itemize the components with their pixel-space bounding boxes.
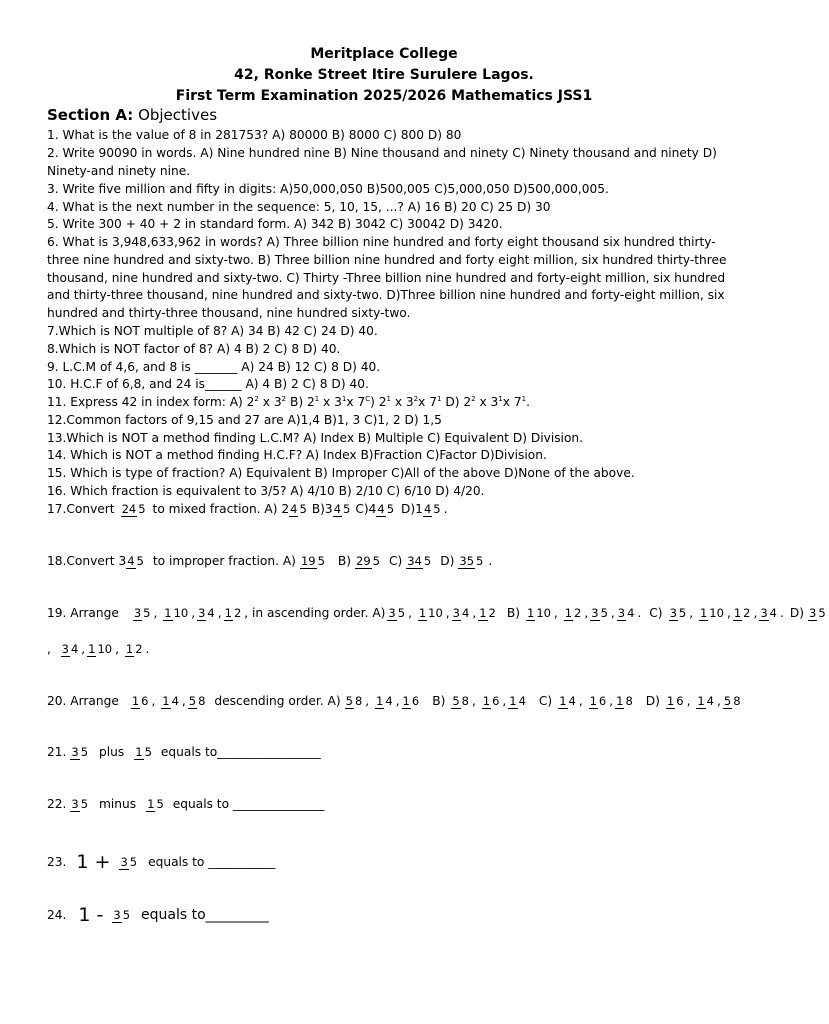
question-11	[47, 394, 737, 412]
question-4: 4. What is the next number in the sequence: 5, 10, 15, ...? A) 16 B) 20 C) 25 D) 30	[47, 200, 551, 214]
fraction	[188, 695, 207, 708]
denominator: 4	[518, 693, 526, 708]
q11-text: x 7	[346, 395, 366, 409]
numerator: 1	[666, 693, 675, 708]
denominator: 5	[600, 605, 608, 620]
comma: ,	[753, 606, 758, 620]
comma: ,	[217, 606, 222, 620]
denominator: 4	[706, 693, 714, 708]
denominator: 5	[299, 501, 307, 516]
school-name: Meritplace College	[310, 46, 458, 62]
question-19-continued	[47, 642, 149, 656]
fraction	[376, 503, 395, 516]
q23-answer-blank: equals to ___________	[148, 855, 276, 869]
denominator: 2	[488, 605, 496, 620]
denominator: 4	[769, 605, 777, 620]
numerator: 1	[526, 605, 535, 620]
comma: ,	[191, 606, 196, 620]
q11-exp: 1	[386, 395, 391, 403]
q22-number: 22.	[47, 797, 67, 811]
question-3: 3. Write five million and fifty in digits: A)50,000,050 B)500,005 C)5,000,050 D)500,000,005.	[47, 182, 609, 196]
fraction	[723, 695, 742, 708]
numerator: 1	[616, 693, 624, 708]
denominator: 4	[627, 605, 635, 620]
numerator: 1	[482, 693, 491, 708]
q24-number: 24.	[47, 908, 67, 922]
fraction	[696, 695, 715, 708]
denominator: 4	[462, 605, 470, 620]
fraction	[526, 607, 552, 620]
q18-text: to improper fraction. A)	[152, 554, 296, 568]
question-14: 14. Which is NOT a method finding H.C.F? A) Index B)Fraction C)Factor D)Division.	[47, 448, 547, 462]
comma: ,	[115, 642, 123, 656]
denominator: 5	[122, 907, 131, 922]
option-d: D)1	[401, 502, 423, 516]
numerator: 5	[452, 693, 460, 708]
numerator: 1	[164, 605, 172, 620]
denominator: 10	[97, 641, 113, 656]
denominator: 5	[678, 605, 687, 620]
q24-expression: 1 -	[78, 904, 104, 926]
question-8: 8.Which is NOT factor of 8? A) 4 B) 2 C) 8 D) 40.	[47, 342, 341, 356]
denominator: 4	[207, 605, 215, 620]
denominator: 2	[743, 605, 751, 620]
q19-end: .	[145, 642, 150, 656]
section-title: Objectives	[138, 106, 218, 124]
comma: ,	[609, 694, 614, 708]
fraction	[345, 695, 364, 708]
fraction	[406, 555, 432, 568]
numerator: 3	[71, 796, 79, 811]
numerator: 1	[224, 605, 232, 620]
fraction	[197, 607, 216, 620]
q11-exp: 2	[281, 395, 287, 403]
fraction	[70, 746, 89, 759]
numerator: 1	[697, 693, 705, 708]
option-b: B)	[337, 554, 352, 568]
fraction	[224, 607, 243, 620]
q11-text: ) 2	[370, 395, 387, 409]
denominator: 5	[138, 501, 146, 516]
denominator: 5	[143, 605, 151, 620]
denominator: 8	[733, 693, 741, 708]
option-b: B)	[432, 694, 446, 708]
question-20	[47, 694, 744, 708]
numerator: 1	[559, 693, 567, 708]
comma: ,	[472, 606, 477, 620]
fraction	[70, 798, 89, 811]
comma: ,	[365, 694, 374, 708]
q21-number: 21.	[47, 745, 67, 759]
option-d: D)	[440, 554, 455, 568]
numerator: 19	[300, 553, 316, 568]
numerator: 1	[135, 744, 143, 759]
denominator: 5	[476, 553, 484, 568]
fraction	[134, 746, 153, 759]
numerator: 4	[290, 501, 298, 516]
fraction	[133, 607, 152, 620]
q11-text: x 3	[390, 395, 414, 409]
denominator: 4	[70, 641, 79, 656]
option-b: B)	[506, 606, 520, 620]
denominator: 5	[144, 744, 152, 759]
fraction	[423, 503, 442, 516]
numerator: 29	[356, 553, 371, 568]
numerator: 3	[120, 854, 128, 869]
numerator: 1	[162, 693, 170, 708]
comma: ,	[689, 606, 697, 620]
comma: ,	[47, 642, 59, 656]
fraction	[558, 695, 577, 708]
q24-answer-blank: equals to_________	[141, 907, 269, 923]
denominator: 5	[317, 553, 325, 568]
denominator: 5	[80, 796, 89, 811]
q20-prefix: 20. Arrange	[47, 694, 119, 708]
comma: ,	[686, 694, 695, 708]
option-d: D)	[645, 694, 660, 708]
option-c: C)4	[355, 502, 377, 516]
numerator: 3	[198, 605, 206, 620]
q11-text: x 7	[418, 395, 437, 409]
fraction	[402, 695, 421, 708]
q11-text: x 7	[502, 395, 522, 409]
fraction	[482, 695, 501, 708]
q22-answer-blank: equals to _______________	[172, 797, 325, 811]
numerator: 3	[760, 605, 768, 620]
fraction	[121, 503, 147, 516]
fraction	[617, 607, 636, 620]
fraction	[300, 555, 326, 568]
q11-text: .	[526, 395, 530, 409]
q11-exp: 2	[254, 395, 259, 403]
fraction	[387, 607, 406, 620]
comma: .	[780, 606, 784, 620]
q11-exp: 2	[413, 395, 419, 403]
denominator: 5	[818, 605, 826, 620]
denominator: 5	[397, 605, 406, 620]
question-18	[47, 554, 492, 568]
section-heading	[47, 106, 217, 124]
fraction	[161, 695, 180, 708]
denominator: 8	[625, 693, 633, 708]
numerator: 3	[71, 744, 79, 759]
denominator: 8	[198, 693, 206, 708]
fraction	[146, 798, 165, 811]
q11-exp: 1	[314, 395, 320, 403]
numerator: 5	[723, 693, 732, 708]
denominator: 10	[709, 605, 724, 620]
question-12: 12.Common factors of 9,15 and 27 are A)1,4 B)1, 3 C)1, 2 D) 1,5	[47, 413, 442, 427]
comma: ,	[716, 694, 721, 708]
comma: ,	[181, 694, 186, 708]
numerator: 3	[133, 605, 142, 620]
q19-prefix: 19. Arrange	[47, 606, 119, 620]
question-1: 1. What is the value of 8 in 281753? A) 80000 B) 8000 C) 800 D) 80	[47, 128, 462, 142]
comma: ,	[153, 606, 162, 620]
comma: ,	[81, 642, 86, 656]
numerator: 1	[376, 693, 384, 708]
fraction	[759, 607, 778, 620]
denominator: 2	[135, 641, 143, 656]
fraction	[375, 695, 394, 708]
numerator: 4	[423, 501, 432, 516]
fraction	[451, 695, 470, 708]
q11-text: B) 2	[286, 395, 315, 409]
comma: ,	[726, 606, 731, 620]
fraction	[590, 607, 609, 620]
question-13: 13.Which is NOT a method finding L.C.M? A) Index B) Multiple C) Equivalent D) Division.	[47, 431, 583, 445]
q22-operator: minus	[99, 797, 137, 811]
q11-exp: 1	[341, 395, 347, 403]
q21-operator: plus	[99, 745, 125, 759]
numerator: 5	[345, 693, 353, 708]
option-c: C)	[649, 606, 663, 620]
comma: ,	[553, 606, 562, 620]
question-17	[47, 502, 447, 516]
q11-text: x 3	[319, 395, 342, 409]
q20-mid: descending order. A)	[214, 694, 341, 708]
denominator: 4	[171, 693, 179, 708]
numerator: 1	[589, 693, 597, 708]
option-d: D)	[789, 606, 805, 620]
numerator: 3	[61, 641, 69, 656]
numerator: 3	[617, 605, 626, 620]
fraction	[119, 856, 138, 869]
q11-exp: 1	[436, 395, 442, 403]
question-19	[47, 606, 829, 620]
fraction	[131, 695, 150, 708]
comma: ,	[408, 606, 416, 620]
q11-exp: C	[365, 395, 371, 403]
question-24	[47, 904, 269, 926]
fraction	[125, 643, 144, 656]
denominator: 5	[433, 501, 441, 516]
option-c: C)	[538, 694, 553, 708]
comma: ,	[445, 606, 450, 620]
q23-expression: 1 +	[76, 851, 111, 873]
fraction	[669, 607, 688, 620]
denominator: 10	[173, 605, 189, 620]
denominator: 10	[536, 605, 551, 620]
fraction	[733, 607, 752, 620]
denominator: 4	[568, 693, 576, 708]
numerator: 1	[147, 796, 155, 811]
denominator: 5	[156, 796, 164, 811]
fraction	[61, 643, 80, 656]
q21-answer-blank: equals to_________________	[160, 745, 321, 759]
numerator: 1	[88, 641, 96, 656]
denominator: 6	[676, 693, 684, 708]
numerator: 1	[131, 693, 140, 708]
fraction	[615, 695, 634, 708]
fraction	[478, 607, 497, 620]
numerator: 3	[669, 605, 677, 620]
exam-title: First Term Examination 2025/2026 Mathematics JSS1	[175, 88, 593, 104]
fraction	[163, 607, 189, 620]
numerator: 34	[407, 553, 422, 568]
numerator: 3	[452, 605, 460, 620]
numerator: 4	[333, 501, 342, 516]
numerator: 3	[113, 907, 121, 922]
numerator: 3	[809, 605, 817, 620]
question-10: 10. H.C.F of 6,8, and 24 is______ A) 4 B) 2 C) 8 D) 40.	[47, 377, 369, 391]
question-9: 9. L.C.M of 4,6, and 8 is _______ A) 24 B) 12 C) 8 D) 40.	[47, 360, 381, 374]
fraction	[112, 909, 131, 922]
fraction	[333, 503, 352, 516]
q19-mid: , in ascending order. A)	[244, 606, 386, 620]
question-6: 6. What is 3,948,633,962 in words? A) Three billion nine hundred and forty eight thousand six hundred thirty-three nine hundred and sixty-two. B) Three billion nine hundred and forty eight million, six hundred thirty-three thousand, nine hundred and sixty-two. C) Thirty -Three billion nine hundred and forty-eight million, six hundred and thirty-three thousand, nine hundred and sixty-two. D)Three billion nine hundred and forty-eight million, six hundred and thirty-three thousand, nine hundred sixty-two.	[47, 235, 727, 321]
option-c: C)	[389, 554, 403, 568]
fraction	[418, 607, 444, 620]
denominator: 6	[141, 693, 149, 708]
fraction	[126, 555, 145, 568]
q17-end: .	[443, 502, 448, 516]
numerator: 1	[402, 693, 410, 708]
q11-exp: 1	[498, 395, 503, 403]
question-2: 2. Write 90090 in words. A) Nine hundred nine B) Nine thousand and ninety C) Ninety thousand and ninety D) Ninety-and ninety nine.	[47, 146, 717, 178]
denominator: 5	[386, 501, 395, 516]
comma: ,	[610, 606, 615, 620]
numerator: 1	[418, 605, 427, 620]
denominator: 6	[598, 693, 607, 708]
comma: ,	[151, 694, 160, 708]
numerator: 1	[564, 605, 573, 620]
denominator: 4	[385, 693, 393, 708]
denominator: 5	[129, 854, 138, 869]
fraction	[564, 607, 583, 620]
numerator: 1	[479, 605, 487, 620]
fraction	[808, 607, 827, 620]
fraction	[589, 695, 608, 708]
q11-exp: 2	[471, 395, 476, 403]
fraction	[699, 607, 725, 620]
fraction	[508, 695, 527, 708]
denominator: 6	[492, 693, 500, 708]
numerator: 1	[125, 641, 134, 656]
numerator: 4	[377, 501, 385, 516]
fraction	[87, 643, 113, 656]
denominator: 8	[354, 693, 363, 708]
numerator: 24	[121, 501, 137, 516]
question-7: 7.Which is NOT multiple of 8? A) 34 B) 42 C) 24 D) 40.	[47, 324, 378, 338]
q11-text: D) 2	[441, 395, 472, 409]
fraction	[289, 503, 308, 516]
numerator: 1	[699, 605, 708, 620]
numerator: 1	[733, 605, 742, 620]
q11-text: x 3	[258, 395, 282, 409]
comma: .	[637, 606, 642, 620]
q23-number: 23.	[47, 855, 67, 869]
denominator: 5	[136, 553, 144, 568]
denominator: 2	[574, 605, 582, 620]
q17-prefix: 17.Convert	[47, 502, 115, 516]
question-22	[47, 797, 324, 811]
denominator: 5	[372, 553, 380, 568]
denominator: 5	[343, 501, 351, 516]
school-address: 42, Ronke Street Itire Surulere Lagos.	[234, 67, 534, 83]
numerator: 35	[459, 553, 475, 568]
question-23	[47, 851, 275, 873]
numerator: 1	[509, 693, 517, 708]
denominator: 6	[411, 693, 420, 708]
denominator: 10	[428, 605, 443, 620]
question-5: 5. Write 300 + 40 + 2 in standard form. A) 342 B) 3042 C) 30042 D) 3420.	[47, 217, 503, 231]
numerator: 3	[388, 605, 396, 620]
fraction	[666, 695, 685, 708]
q17-text: to mixed fraction. A) 2	[152, 502, 290, 516]
denominator: 2	[233, 605, 242, 620]
fraction	[458, 555, 484, 568]
question-15: 15. Which is type of fraction? A) Equivalent B) Improper C)All of the above D)None of the above.	[47, 466, 635, 480]
fraction	[452, 607, 471, 620]
denominator: 5	[80, 744, 89, 759]
q18-prefix: 18.Convert 3	[47, 554, 127, 568]
fraction	[355, 555, 381, 568]
q18-end: .	[488, 554, 493, 568]
comma: ,	[502, 694, 507, 708]
section-label: Section A:	[47, 106, 134, 124]
option-b: B)3	[311, 502, 333, 516]
numerator: 3	[591, 605, 599, 620]
q11-prefix: 11. Express 42 in index form: A) 2	[47, 395, 255, 409]
comma: ,	[584, 606, 589, 620]
comma: ,	[395, 694, 400, 708]
comma: ,	[471, 694, 480, 708]
q11-text: x 3	[475, 395, 499, 409]
question-21	[47, 745, 321, 759]
q11-exp: 1	[521, 395, 527, 403]
denominator: 5	[423, 553, 432, 568]
denominator: 8	[461, 693, 469, 708]
numerator: 4	[127, 553, 135, 568]
exam-header	[0, 44, 768, 107]
comma: ,	[578, 694, 587, 708]
numerator: 5	[188, 693, 197, 708]
question-16: 16. Which fraction is equivalent to 3/5? A) 4/10 B) 2/10 C) 6/10 D) 4/20.	[47, 484, 485, 498]
